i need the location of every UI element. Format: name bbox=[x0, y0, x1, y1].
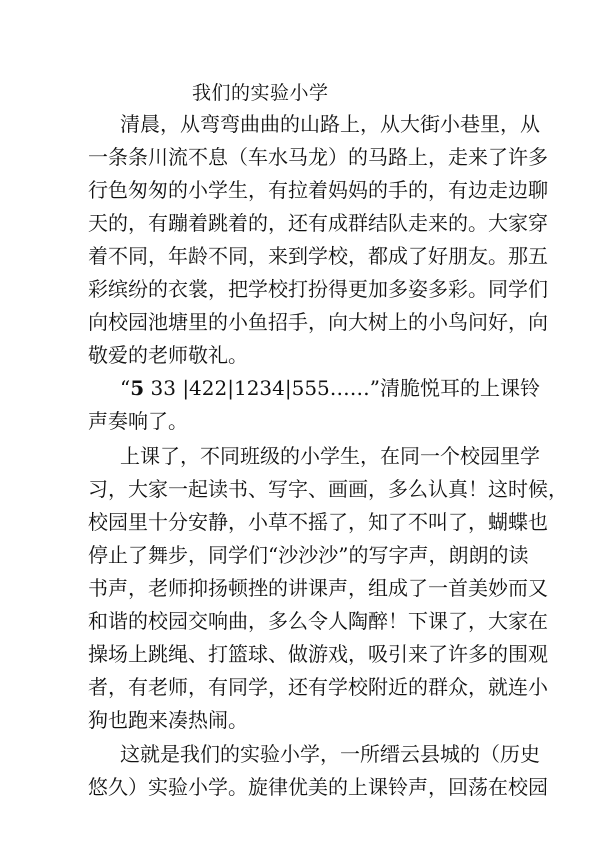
paragraph-3-line-1: 上课了，不同班级的小学生，在同一个校园里学 bbox=[120, 444, 540, 468]
paragraph-3-line-3: 校园里十分安静，小草不摇了，知了不叫了，蝴蝶也 bbox=[88, 510, 548, 534]
paragraph-4-line-1: 这就是我们的实验小学，一所缙云县城的（历史 bbox=[120, 742, 540, 766]
paragraph-1-line-2: 一条条川流不息（车水马龙）的马路上，走来了许多 bbox=[88, 145, 548, 169]
paragraph-3-line-4: 停止了舞步，同学们“沙沙沙”的写字声，朗朗的读 bbox=[88, 543, 529, 567]
paragraph-2-line-1 bbox=[120, 376, 540, 400]
paragraph-3-line-5: 书声，老师抑扬顿挫的讲课声，组成了一首美妙而又 bbox=[88, 576, 548, 600]
paragraph-3-line-9: 狗也跑来凑热闹。 bbox=[88, 708, 248, 732]
paragraph-1-line-3: 行色匆匆的小学生，有拉着妈妈的手的，有边走边聊 bbox=[88, 178, 548, 202]
melody-first-note: 5 bbox=[130, 376, 145, 400]
paragraph-1-line-7: 向校园池塘里的小鱼招手，向大树上的小鸟问好，向 bbox=[88, 310, 548, 334]
paragraph-1-line-4: 天的，有蹦着跳着的，还有成群结队走来的。大家穿 bbox=[88, 211, 548, 235]
paragraph-3-line-6: 和谐的校园交响曲，多么令人陶醉！下课了，大家在 bbox=[88, 609, 548, 633]
paragraph-1-line-6: 彩缤纷的衣裳，把学校打扮得更加多姿多彩。同学们 bbox=[88, 277, 548, 301]
paragraph-2-line-2: 声奏响了。 bbox=[88, 409, 188, 433]
paragraph-3-line-2: 习，大家一起读书、写字、画画，多么认真！这时候， bbox=[88, 477, 568, 501]
paragraph-4-line-2: 悠久）实验小学。旋律优美的上课铃声，回荡在校园 bbox=[88, 775, 548, 799]
paragraph-3-line-8: 者，有老师，有同学，还有学校附近的群众，就连小 bbox=[88, 675, 548, 699]
paragraph-3-line-7: 操场上跳绳、打篮球、做游戏，吸引来了许多的围观 bbox=[88, 642, 548, 666]
paragraph-1-line-1: 清晨，从弯弯曲曲的山路上，从大街小巷里，从 bbox=[120, 112, 540, 136]
paragraph-1-line-8: 敬爱的老师敬礼。 bbox=[88, 343, 248, 367]
quote-open-mark: “ bbox=[120, 376, 131, 400]
paragraph-1-line-5: 着不同，年龄不同，来到学校，都成了好朋友。那五 bbox=[88, 244, 548, 268]
document-title: 我们的实验小学 bbox=[192, 82, 329, 104]
melody-rest: 33 |422|1234|555……”清脆悦耳的上课铃 bbox=[144, 376, 541, 400]
